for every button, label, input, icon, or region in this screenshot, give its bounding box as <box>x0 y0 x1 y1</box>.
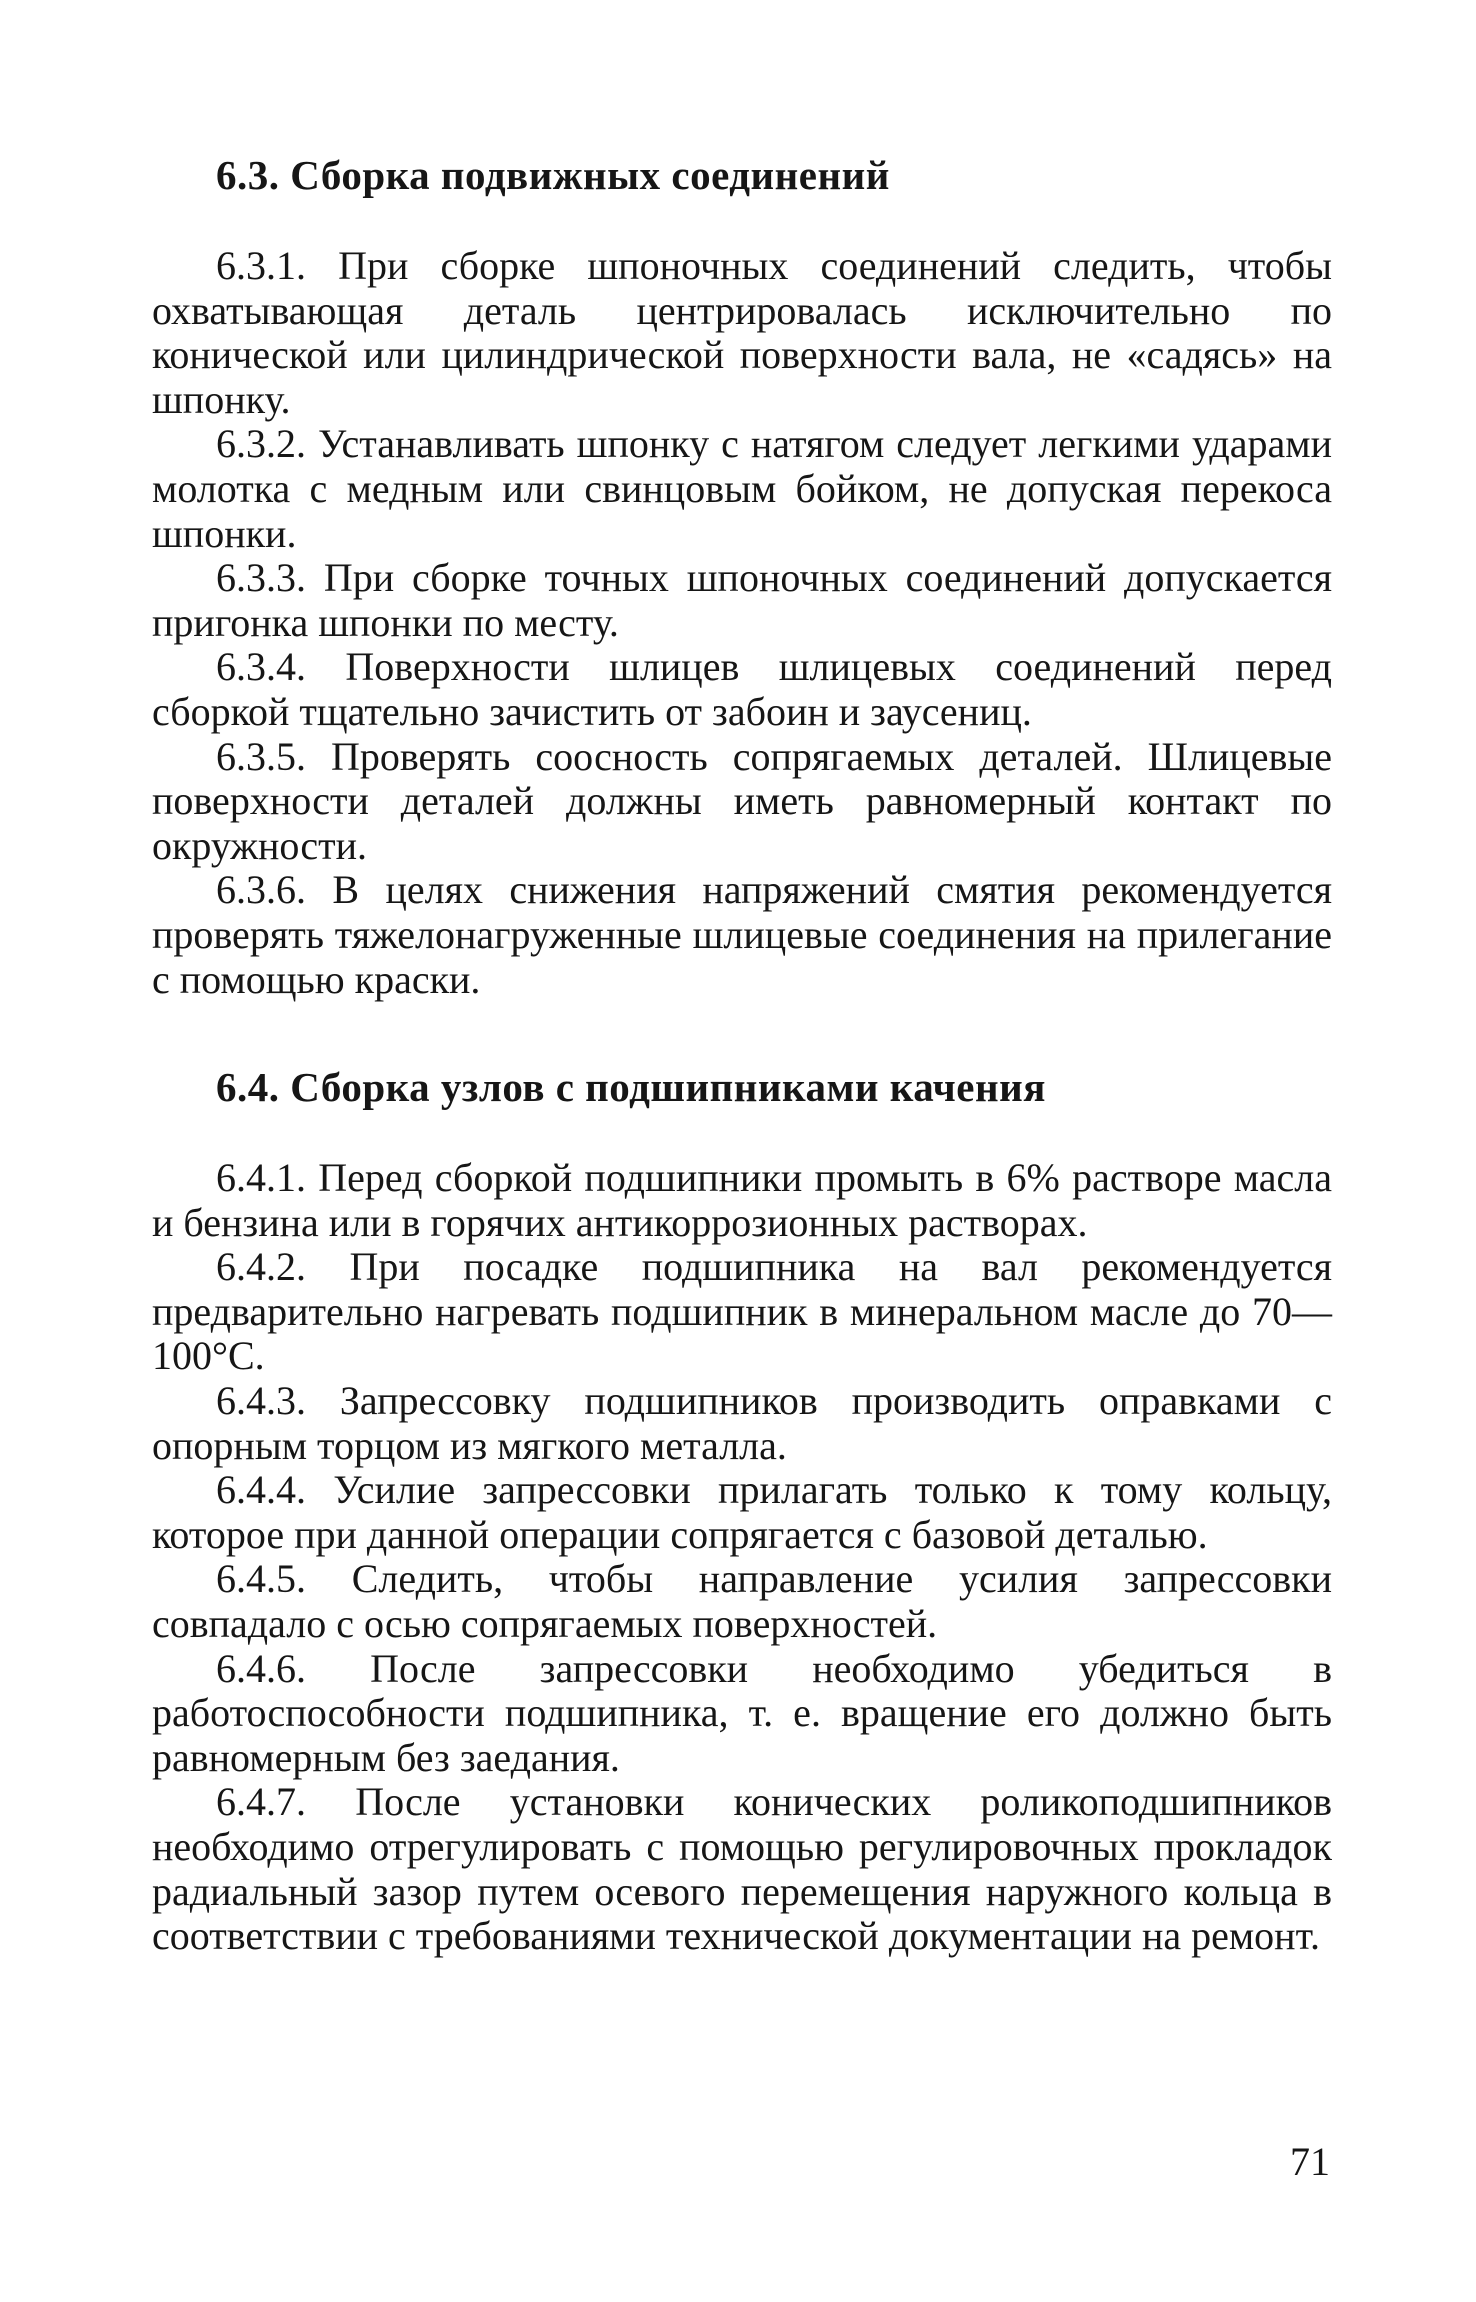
paragraph-6-4-6: 6.4.6. После запрессовки необходимо убедиться в работоспособности подшипника, т. е. вращение его должно быть равномерным без заедания. <box>152 1645 1332 1780</box>
paragraph-6-4-3: 6.4.3. Запрессовку подшипников производить оправками с опорным торцом из мягкого металла. <box>152 1378 1332 1468</box>
paragraph-6-4-7: 6.4.7. После установки конических роликоподшипников необходимо отрегулировать с помощью регулировочных прокладок радиальный зазор путем осевого перемещения наружного кольца в соответствии с требованиями технической документации на ремонт. <box>152 1779 1332 1959</box>
paragraph-6-3-6: 6.3.6. В целях снижения напряжений смятия рекомендуется проверять тяжелонагруженные шлицевые соединения на прилегание с помощью краски. <box>152 867 1332 1002</box>
section-heading-6-4: 6.4. Сборка узлов с подшипниками качения <box>216 1064 1046 1111</box>
page-content <box>152 150 1332 1959</box>
section-heading-6-3: 6.3. Сборка подвижных соединений <box>216 152 890 198</box>
paragraph-6-3-5: 6.3.5. Проверять соосность сопрягаемых деталей. Шлицевые поверхности деталей должны иметь равномерный контакт по окружности. <box>152 733 1332 868</box>
page-number: 71 <box>1290 2139 1330 2184</box>
paragraph-6-3-4: 6.3.4. Поверхности шлицев шлицевых соединений перед сборкой тщательно зачистить от забоин и заусениц. <box>152 644 1332 734</box>
paragraph-6-4-4: 6.4.4. Усилие запрессовки прилагать только к тому кольцу, которое при данной операции сопрягается с базовой деталью. <box>152 1467 1332 1557</box>
paragraph-6-3-3: 6.3.3. При сборке точных шпоночных соединений допускается пригонка шпонки по месту. <box>152 555 1332 645</box>
paragraph-6-3-2: 6.3.2. Устанавливать шпонку с натягом следует легкими ударами молотка с медным или свинцовым бойком, не допуская перекоса шпонки. <box>152 421 1332 556</box>
paragraph-6-4-2: 6.4.2. При посадке подшипника на вал рекомендуется предварительно нагревать подшипник в минеральном масле до 70—100°С. <box>152 1244 1332 1379</box>
paragraph-6-4-5: 6.4.5. Следить, чтобы направление усилия запрессовки совпадало с осью сопрягаемых поверхностей. <box>152 1556 1332 1647</box>
paragraph-6-3-1: 6.3.1. При сборке шпоночных соединений следить, чтобы охватывающая деталь центрировалась исключительно по конической или цилиндрической поверхности вала, не «садясь» на шпонку. <box>152 243 1332 422</box>
paragraph-6-4-1: 6.4.1. Перед сборкой подшипники промыть в 6% растворе масла и бензина или в горячих антикоррозионных растворах. <box>152 1155 1332 1245</box>
